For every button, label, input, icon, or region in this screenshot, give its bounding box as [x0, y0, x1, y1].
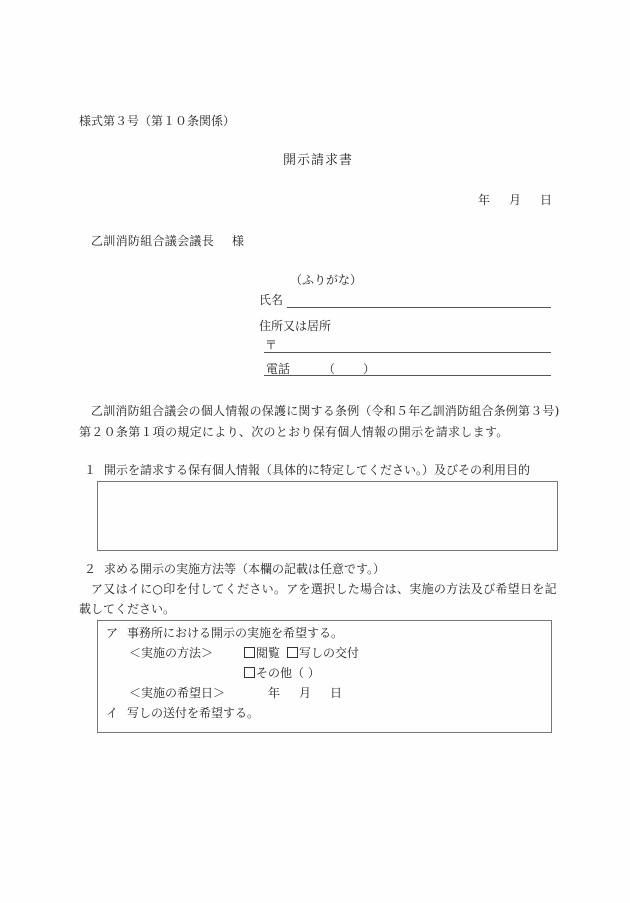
addressee-name: 乙訓消防組合議会議長	[91, 234, 215, 248]
furigana-label: （ふりがな）	[290, 273, 363, 287]
option-i-text: 写しの送付を希望する。	[127, 706, 260, 720]
desired-date-year: 年	[268, 686, 281, 700]
date-month-label: 月	[509, 193, 522, 207]
intro-paragraph-line1: 乙訓消防組合議会の個人情報の保護に関する条例（令和５年乙訓消防組合条例第３号)	[91, 404, 560, 418]
date-day-label: 日	[540, 193, 553, 207]
desired-date-month: 月	[299, 686, 312, 700]
addressee-honorific: 様	[232, 234, 245, 248]
phone-label: 電話	[266, 362, 291, 376]
method-view-checkbox[interactable]	[244, 645, 280, 661]
section-2-instruction-line2: 載してください。	[79, 602, 176, 616]
section-2-instruction-line1: ア又はイに○印を付してください。アを選択した場合は、実施の方法及び希望日を記	[91, 582, 557, 596]
section-2-title: 求める開示の実施方法等（本欄の記載は任意です。）	[104, 562, 386, 576]
checkbox-icon	[287, 647, 298, 658]
phone-paren-open: （	[323, 362, 336, 376]
section-2-number: ２	[84, 562, 97, 576]
section-1-title: 開示を請求する保有個人情報（具体的に特定してください。）及びその利用目的	[104, 463, 531, 477]
method-copy-label: 写しの交付	[299, 646, 360, 660]
form-number-label: 様式第３号（第１０条関係）	[79, 114, 236, 128]
method-copy-checkbox[interactable]	[287, 645, 359, 661]
personal-info-input-box[interactable]	[97, 481, 558, 551]
name-label: 氏名	[259, 293, 284, 307]
postal-mark: 〒	[265, 338, 278, 352]
phone-field[interactable]	[264, 375, 551, 376]
name-field[interactable]	[287, 307, 551, 308]
method-view-label: 閲覧	[256, 646, 281, 660]
option-a-mark[interactable]: ア	[106, 626, 119, 640]
section-1-number: １	[84, 463, 97, 477]
date-year-label: 年	[478, 193, 491, 207]
address-field[interactable]	[264, 352, 551, 353]
document-title: 開示請求書	[283, 153, 354, 168]
method-other-checkbox[interactable]	[244, 665, 320, 681]
checkbox-icon	[244, 647, 255, 658]
phone-paren-close: ）	[363, 362, 376, 376]
intro-paragraph-line2: 第２０条第１項の規定により、次のとおり保有個人情報の開示を請求します。	[79, 425, 509, 439]
checkbox-icon	[244, 667, 255, 678]
option-a-text: 事務所における開示の実施を希望する。	[127, 626, 344, 640]
method-other-label: その他（ ）	[256, 666, 320, 680]
address-label: 住所又は居所	[259, 319, 332, 333]
method-label: ＜実施の方法＞	[129, 646, 214, 660]
desired-date-day: 日	[330, 686, 343, 700]
desired-date-label: ＜実施の希望日＞	[129, 686, 226, 700]
option-i-mark[interactable]: イ	[106, 706, 119, 720]
